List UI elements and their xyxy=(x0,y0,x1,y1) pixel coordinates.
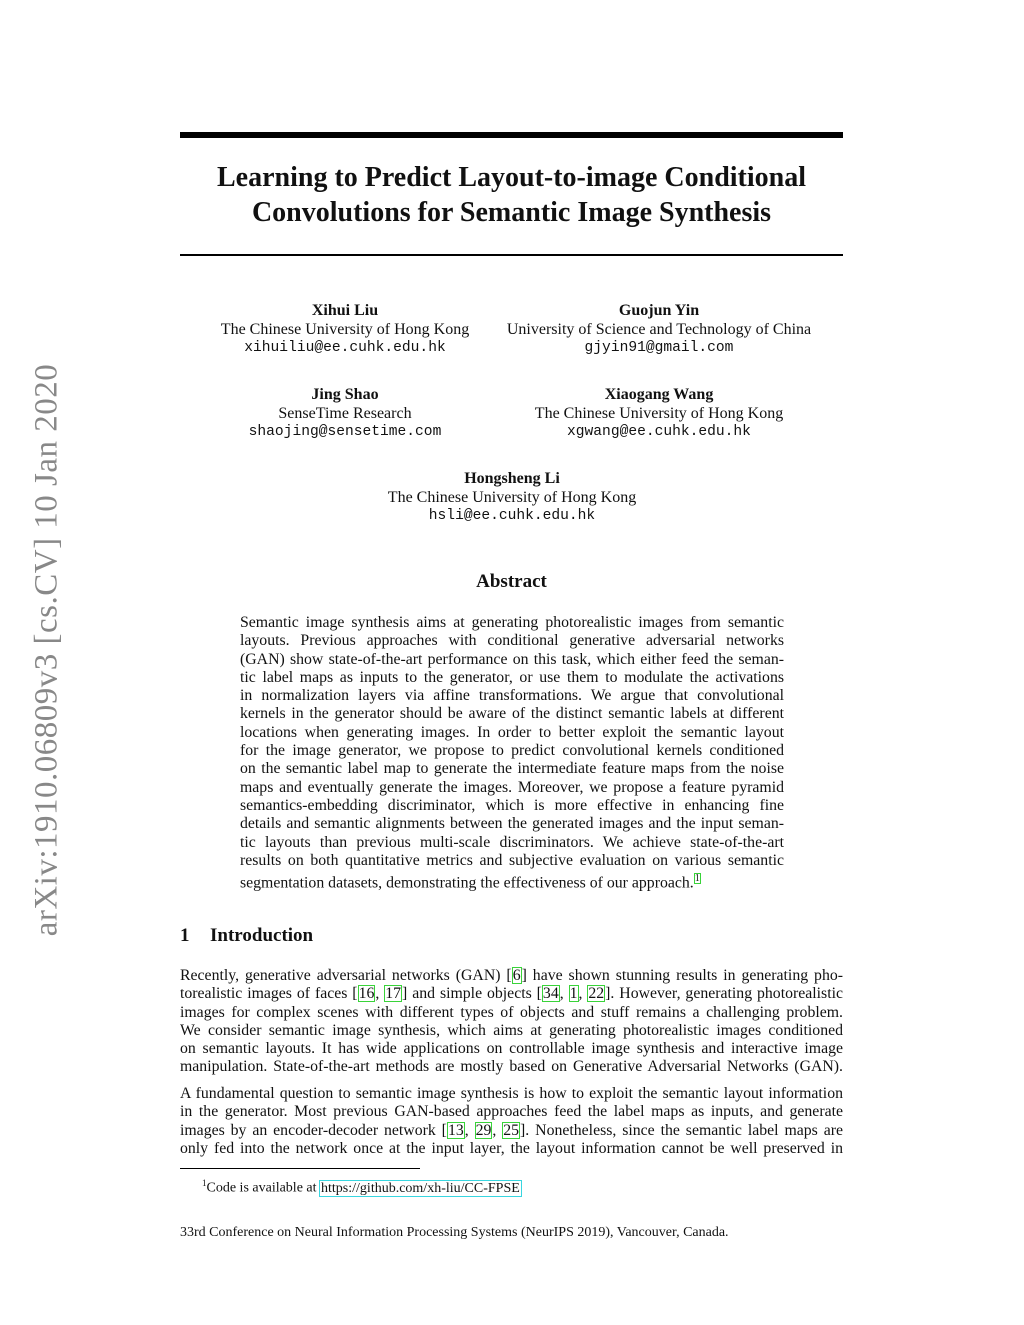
footnote-text: Code is available at xyxy=(206,1180,321,1196)
abstract-line: (GAN) show state-of-the-art performance on this task, which either feed the seman- xyxy=(240,650,784,668)
author-email[interactable]: xgwang@ee.cuhk.edu.hk xyxy=(567,424,751,440)
author-block xyxy=(489,385,829,442)
abstract-line: Semantic image synthesis aims at generating photorealistic images from semantic xyxy=(240,614,784,631)
para-line: in the generator. Most previous GAN-based approaches feed the label maps as inputs, and generate xyxy=(180,1103,843,1121)
title-line-1: Learning to Predict Layout-to-image Conditional xyxy=(216,162,806,193)
para-line: manipulation. State-of-the-art methods are mostly based on Generative Adversarial Networks (GAN). xyxy=(180,1058,843,1076)
para-line xyxy=(180,1122,843,1140)
abstract-line: locations when generating images. In order to better exploit the semantic layout xyxy=(240,723,784,741)
abstract-line: kernels in the generator should be aware of the distinct semantic labels at different xyxy=(240,705,784,723)
citation-link[interactable]: 6 xyxy=(512,967,521,984)
text-run: ] have shown stunning results in generating pho- xyxy=(521,967,843,984)
abstract-line: tic layouts than previous multi-scale discriminators. We achieve state-of-the-art xyxy=(240,833,784,851)
abstract-line: for the image generator, we propose to predict convolutional kernels conditioned xyxy=(240,742,784,760)
author-name: Xiaogang Wang xyxy=(604,386,714,403)
author-block xyxy=(489,301,829,358)
author-email[interactable]: gjyin91@gmail.com xyxy=(584,340,734,356)
text-run: , xyxy=(559,985,569,1003)
author-block xyxy=(175,385,515,442)
abstract-line: on the semantic label map to generate the intermediate feature maps from the noise xyxy=(240,760,784,778)
abstract-line: maps and eventually generate the images. Moreover, we propose a feature pyramid xyxy=(240,778,784,796)
citation-link[interactable]: 1 xyxy=(569,985,578,1003)
text-run: , xyxy=(464,1121,475,1139)
text-run: torealistic images of faces [ xyxy=(180,985,358,1003)
arxiv-stamp: arXiv:1910.06809v3 [cs.CV] 10 Jan 2020 xyxy=(28,363,65,937)
intro-paragraph-1 xyxy=(180,967,843,1077)
para-line: on semantic layouts. It has wide applications on controllable image synthesis and interactive image xyxy=(180,1040,843,1058)
para-line: images for complex scenes with different types of objects and stuff remains a challenging problem. xyxy=(180,1003,843,1021)
conference-footer: 33rd Conference on Neural Information Processing Systems (NeurIPS 2019), Vancouver, Canada. xyxy=(180,1225,729,1240)
author-email[interactable]: shaojing@sensetime.com xyxy=(248,424,442,440)
abstract-last-text: segmentation datasets, demonstrating the effectiveness of our approach. xyxy=(240,874,694,892)
author-affiliation: The Chinese University of Hong Kong xyxy=(534,405,784,422)
author-name: Guojun Yin xyxy=(618,302,700,319)
para-line xyxy=(180,985,843,1003)
abstract-line: semantics-embedding discriminator, which is more effective in enhancing fine xyxy=(240,796,784,814)
abstract-body xyxy=(240,614,784,893)
para-line: We consider semantic image synthesis, which aims at generating photorealistic images conditioned xyxy=(180,1021,843,1039)
title-line-2: Convolutions for Semantic Image Synthesis xyxy=(251,197,772,228)
title-bottom-rule xyxy=(180,254,843,256)
footnote-mark: 1 xyxy=(202,1178,207,1188)
para-line: only fed into the network once at the input layer, the layout information cannot be well preserved in xyxy=(180,1139,843,1157)
author-block xyxy=(175,301,515,358)
author-affiliation: The Chinese University of Hong Kong xyxy=(387,489,637,506)
citation-link[interactable]: 16 xyxy=(358,985,375,1003)
text-run: , xyxy=(375,985,385,1003)
title-top-rule xyxy=(180,132,843,138)
abstract-line: layouts. Previous approaches with conditional generative adversarial networks xyxy=(240,632,784,650)
footnote-ref-link[interactable]: 1 xyxy=(694,873,700,885)
author-name: Hongsheng Li xyxy=(464,470,560,487)
citation-link[interactable]: 29 xyxy=(475,1121,492,1139)
citation-link[interactable]: 25 xyxy=(503,1121,520,1139)
intro-paragraph-2 xyxy=(180,1085,843,1158)
para-line: A fundamental question to semantic image synthesis is how to exploit the semantic layout information xyxy=(180,1085,843,1102)
text-run: images by an encoder-decoder network [ xyxy=(180,1121,447,1139)
text-run: Recently, generative adversarial networks (GAN) [ xyxy=(180,967,512,984)
author-name: Jing Shao xyxy=(311,386,379,403)
section-number: 1 xyxy=(180,925,190,946)
author-name: Xihui Liu xyxy=(311,302,379,319)
citation-link[interactable]: 22 xyxy=(588,985,605,1003)
paper-title xyxy=(180,160,843,230)
citation-link[interactable]: 17 xyxy=(385,985,402,1003)
abstract-line: results on both quantitative metrics and subjective evaluation on various semantic xyxy=(240,851,784,869)
footnote xyxy=(180,1175,521,1197)
section-title: Introduction xyxy=(210,925,314,946)
abstract-line: details and semantic alignments between the generated images and the input seman- xyxy=(240,815,784,833)
author-affiliation: The Chinese University of Hong Kong xyxy=(220,321,470,338)
footnote-rule xyxy=(180,1168,420,1169)
code-url-link[interactable]: https://github.com/xh-liu/CC-FPSE xyxy=(321,1180,520,1196)
abstract-line: tic label maps as inputs to the generator, or use them to modulate the activations xyxy=(240,668,784,686)
text-run: ] and simple objects [ xyxy=(402,985,542,1003)
author-block xyxy=(342,469,682,526)
author-email[interactable]: hsli@ee.cuhk.edu.hk xyxy=(428,508,596,524)
abstract-line-last xyxy=(240,870,784,893)
text-run: ]. Nonetheless, since the semantic label maps are xyxy=(520,1121,843,1139)
para-line xyxy=(180,967,843,985)
author-email[interactable]: xihuiliu@ee.cuhk.edu.hk xyxy=(244,340,446,356)
text-run: ]. However, generating photorealistic xyxy=(605,985,843,1003)
text-run: , xyxy=(492,1121,503,1139)
abstract-heading: Abstract xyxy=(476,571,547,592)
abstract-line: in normalization layers via affine transformations. We argue that convolutional xyxy=(240,687,784,705)
author-affiliation: University of Science and Technology of China xyxy=(506,321,812,338)
citation-link[interactable]: 13 xyxy=(447,1121,464,1139)
section-heading-introduction xyxy=(180,925,313,947)
text-run: , xyxy=(578,985,588,1003)
citation-link[interactable]: 34 xyxy=(542,985,559,1003)
author-affiliation: SenseTime Research xyxy=(278,405,412,422)
